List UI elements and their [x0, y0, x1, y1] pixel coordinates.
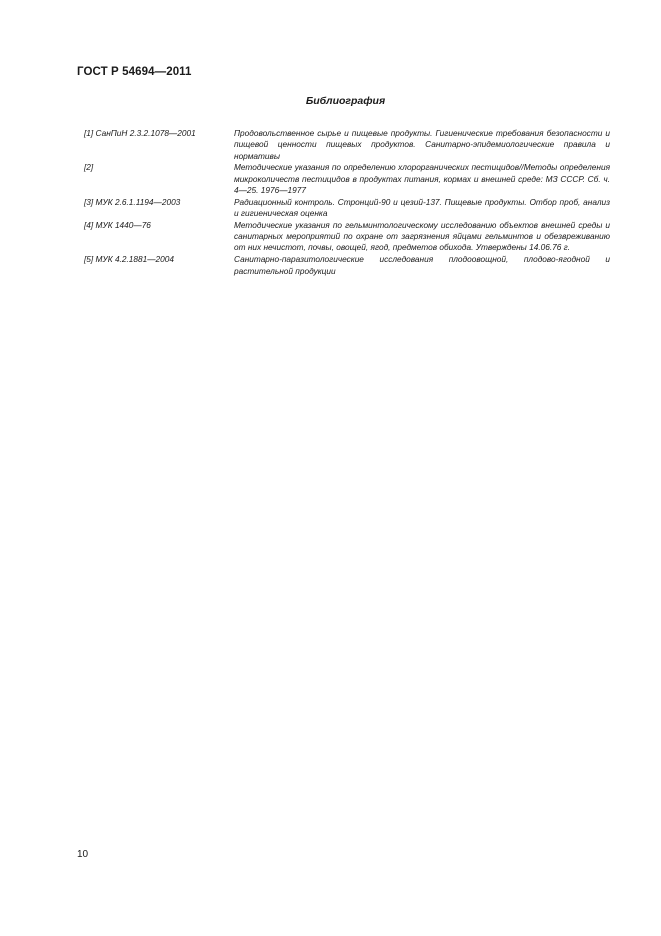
- bibliography-entry-2: [84, 162, 610, 196]
- bibliography-text: Методические указания по определению хлорорганических пестицидов//Методы определения микроколичеств пестицидов в продуктах питания, кормах и внешней среде: МЗ СССР. Сб. ч. 4—25. 1976—1977: [234, 162, 610, 195]
- page-number: 10: [77, 849, 89, 860]
- bibliography-text: Радиационный контроль. Стронций-90 и цезий-137. Пищевые продукты. Отбор проб, анализ и гигиеническая оценка: [234, 196, 610, 219]
- bibliography-title: Библиография: [305, 95, 386, 107]
- document-id-header: ГОСТ Р 54694—2011: [77, 66, 192, 78]
- bibliography-ref: [3] МУК 2.6.1.1194—2003: [84, 196, 181, 207]
- bibliography-ref: [4] МУК 1440—76: [84, 219, 151, 230]
- bibliography-text: Санитарно-паразитологические исследования плодоовощной, плодово-ягодной и растительной продукции: [234, 254, 610, 276]
- bibliography-entry-4: [84, 220, 610, 254]
- bibliography-ref: [2]: [84, 162, 94, 173]
- bibliography-entry-5: [84, 254, 610, 277]
- bibliography-text: Методические указания по гельминтологическому исследованию объектов внешней среды и санитарных мероприятий по охране от загрязнения яйцами гельминтов и обезвреживанию от них нечистот, почвы, овощей, ягод, предметов обихода. Утверждены 14.06.76 г.: [234, 219, 610, 253]
- bibliography-ref: [5] МУК 4.2.1881—2004: [84, 254, 174, 265]
- bibliography-entry-1: [84, 128, 610, 162]
- bibliography-ref: [1] СанПиН 2.3.2.1078—2001: [84, 128, 196, 138]
- bibliography-list: [84, 128, 610, 277]
- bibliography-entry-3: [84, 197, 610, 220]
- bibliography-text: Продовольственное сырье и пищевые продукты. Гигиенические требования безопасности и пищевой ценности пищевых продуктов. Санитарно-эпидемиологические правила и нормативы: [234, 128, 610, 161]
